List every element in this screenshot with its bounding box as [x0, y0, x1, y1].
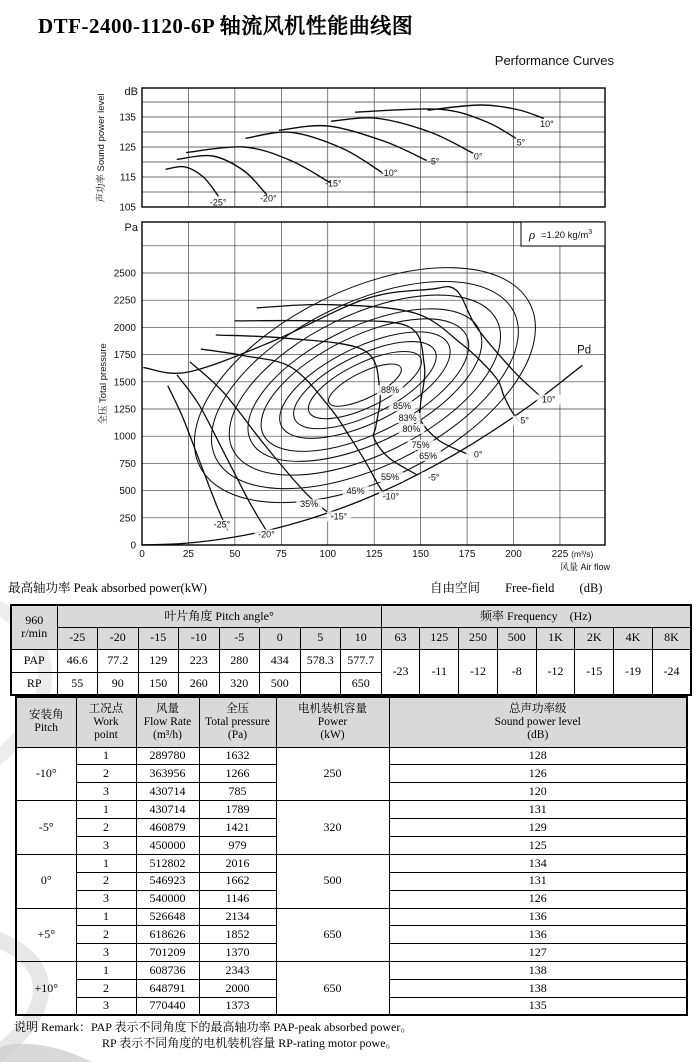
pitch-angle-value: -5	[219, 627, 260, 649]
pressure-ytick: 2500	[113, 268, 136, 280]
flow-xtick: 100	[319, 549, 337, 560]
flow-rate-cell: 512802	[136, 854, 199, 872]
efficiency-contours	[158, 219, 572, 551]
frequency-band: 250	[459, 627, 498, 649]
flow-rate-cell: 526648	[136, 908, 199, 926]
flow-xtick: 225	[551, 549, 569, 560]
sound-y-unit: dB	[124, 86, 138, 98]
table-row	[11, 649, 691, 672]
flow-rate-col-header: 风量 Flow Rate (m³/h)	[136, 697, 199, 747]
sound-ytick: 135	[119, 112, 136, 124]
pitch-angle-header: 叶片角度 Pitch angle°	[57, 605, 381, 627]
pressure-curve-label: -25°	[213, 519, 231, 530]
sound-curves	[166, 105, 543, 196]
sound-power-cell: 135	[389, 997, 687, 1015]
flow-xtick: 0	[139, 549, 145, 560]
pressure-curve-label: -15°	[330, 511, 348, 522]
work-point-cell: 1	[76, 854, 136, 872]
flow-xtick: 75	[275, 549, 287, 560]
rp-value: 650	[341, 672, 382, 695]
table-row	[16, 962, 687, 980]
subtitle-performance-curves: Performance Curves	[494, 53, 614, 68]
sound-curve--5°	[280, 126, 427, 161]
remark-line-2: RP 表示不同角度的电机装机容量 RP-rating motor powe。	[102, 1035, 398, 1050]
free-field-caption	[430, 578, 624, 596]
sound-ytick: 115	[120, 172, 136, 184]
pressure-curve-label: 0°	[473, 449, 483, 460]
work-point-cell: 3	[76, 997, 136, 1015]
rp-value: 90	[98, 672, 139, 695]
pressure-curve--20°	[177, 375, 266, 531]
pressure-ytick: 500	[119, 486, 136, 498]
frequency-band: 500	[497, 627, 536, 649]
pressure-ytick: 1750	[113, 350, 136, 362]
flow-xtick: 25	[182, 549, 195, 560]
work-point-cell: 3	[76, 783, 136, 801]
work-point-cell: 2	[76, 819, 136, 837]
frequency-band: 1K	[536, 627, 575, 649]
sound-curve-label: 5°	[516, 137, 526, 148]
frequency-header: 频率 Frequency (Hz)	[381, 605, 691, 627]
pitch-angle-value: 5	[300, 627, 341, 649]
rp-row-label: RP	[11, 672, 57, 695]
efficiency-label-35%: 35%	[300, 499, 319, 510]
efficiency-contour-75%	[242, 292, 488, 479]
sound-chart-grid	[142, 88, 605, 207]
sound-power-cell: 128	[389, 747, 687, 765]
frequency-band: 125	[420, 627, 459, 649]
sound-curve--25°	[166, 166, 218, 195]
work-point-cell: 1	[76, 801, 136, 819]
pap-value: 577.7	[341, 649, 382, 672]
table-row	[16, 801, 687, 819]
pd-label: Pd	[577, 344, 592, 357]
remark-block	[14, 1020, 412, 1051]
work-point-cell: 1	[76, 747, 136, 765]
total-pressure-cell: 785	[199, 783, 276, 801]
flow-xtick: 200	[505, 549, 522, 560]
rp-value: 150	[138, 672, 179, 695]
pitch-angle-value: -10	[179, 627, 220, 649]
sound-power-cell: 127	[389, 944, 687, 962]
flow-rate-cell: 701209	[136, 944, 199, 962]
sound-curve-label: -5°	[427, 156, 440, 167]
efficiency-contour-35%	[158, 219, 572, 551]
efficiency-label-45%: 45%	[346, 486, 365, 497]
free-field-correction-value: -8	[497, 649, 536, 695]
total-pressure-cell: 1662	[199, 872, 276, 890]
work-point-cell: 1	[76, 908, 136, 926]
efficiency-label-65%: 65%	[419, 451, 438, 462]
pitch-angle-value: 10	[341, 627, 382, 649]
free-field-correction-value: -15	[575, 649, 614, 695]
pitch-angle-value: -25	[57, 627, 98, 649]
pap-value: 46.6	[57, 649, 98, 672]
total-pressure-cell: 1789	[199, 801, 276, 819]
free-field-correction-value: -24	[652, 649, 691, 695]
sound-power-cell: 125	[389, 836, 687, 854]
table-row	[11, 627, 691, 649]
free-field-correction-value: -23	[381, 649, 420, 695]
sound-power-cell: 120	[389, 783, 687, 801]
flow-xtick: 150	[412, 549, 429, 560]
motor-power-cell: 650	[276, 908, 389, 962]
flow-xtick: 50	[229, 549, 241, 560]
motor-power-cell: 500	[276, 854, 389, 908]
sound-power-cell: 138	[389, 980, 687, 998]
sound-power-cell: 126	[389, 890, 687, 908]
free-field-correction-value: -12	[459, 649, 498, 695]
free-field-correction-value: -11	[420, 649, 459, 695]
pressure-curve-label: 10°	[542, 394, 556, 405]
rp-value: 55	[57, 672, 98, 695]
pap-value: 77.2	[98, 649, 139, 672]
frequency-band: 4K	[614, 627, 653, 649]
total-pressure-cell: 1266	[199, 765, 276, 783]
peak-power-caption-en: Peak absorbed power(kW)	[73, 581, 207, 595]
sound-power-cell: 129	[389, 819, 687, 837]
rp-value: 320	[219, 672, 260, 695]
pitch-angle-value: -15	[138, 627, 179, 649]
sound-power-cell: 131	[389, 872, 687, 890]
sound-curve-label: -10°	[380, 167, 398, 178]
sound-power-cell: 136	[389, 926, 687, 944]
sound-power-cell: 138	[389, 962, 687, 980]
pressure-ytick: 250	[119, 513, 136, 525]
rp-value: 500	[260, 672, 301, 695]
total-pressure-cell: 1370	[199, 944, 276, 962]
pressure-ytick: 2000	[113, 322, 136, 334]
pressure-chart-border	[142, 222, 605, 545]
sound-curve--10°	[246, 132, 382, 172]
pressure-y-unit: Pa	[124, 222, 138, 234]
total-pressure-cell: 1852	[199, 926, 276, 944]
flow-rate-cell: 430714	[136, 783, 199, 801]
sound-ylabel: 声功率 Sound power level	[96, 93, 107, 203]
work-point-cell: 3	[76, 944, 136, 962]
efficiency-label-83%: 83%	[398, 412, 417, 423]
sound-power-cell: 126	[389, 765, 687, 783]
sound-curve-10°	[428, 105, 543, 118]
total-pressure-cell: 979	[199, 836, 276, 854]
sound-curve-label: -15°	[325, 178, 342, 189]
work-point-cell: 1	[76, 962, 136, 980]
total-pressure-cell: 2343	[199, 962, 276, 980]
pap-value: 129	[138, 649, 179, 672]
rpm-cell: 960 r/min	[11, 605, 57, 649]
flow-rate-cell: 618626	[136, 926, 199, 944]
peak-power-frequency-table	[10, 604, 692, 696]
pap-value: 434	[260, 649, 301, 672]
motor-power-cell: 650	[276, 962, 389, 1016]
motor-power-cell: 250	[276, 747, 389, 801]
pressure-ytick: 1250	[113, 404, 136, 416]
total-pressure-cell: 2016	[199, 854, 276, 872]
work-point-cell: 3	[76, 890, 136, 908]
total-pressure-cell: 2000	[199, 980, 276, 998]
pressure-curve-label: -5°	[427, 472, 440, 483]
efficiency-label-75%: 75%	[411, 439, 430, 450]
frequency-band: 2K	[575, 627, 614, 649]
motor-power-cell: 320	[276, 801, 389, 855]
pitch-angle-cell: -10°	[16, 747, 76, 801]
rp-value: 260	[179, 672, 220, 695]
frequency-band: 63	[381, 627, 420, 649]
sound-power-cell: 136	[389, 908, 687, 926]
sound-chart-border	[142, 88, 605, 207]
efficiency-label-85%: 85%	[393, 401, 412, 412]
sound-curve--20°	[177, 156, 266, 195]
pitch-angle-value: -20	[98, 627, 139, 649]
free-field-caption-en: Free-field	[505, 581, 555, 595]
pressure-ytick: 2250	[113, 295, 136, 307]
power-col-header: 电机装机容量 Power (kW)	[276, 697, 389, 747]
work-point-cell: 2	[76, 926, 136, 944]
pitch-col-header: 安装角 Pitch	[16, 697, 76, 747]
flow-axis-label: 风量 Air flow	[559, 562, 610, 572]
peak-power-caption-cn: 最高轴功率	[8, 581, 71, 595]
pitch-angle-cell: +10°	[16, 962, 76, 1016]
pitch-angle-cell: +5°	[16, 908, 76, 962]
pap-row-label: PAP	[11, 649, 57, 672]
table-row	[16, 697, 687, 747]
work-point-col-header: 工况点 Work point	[76, 697, 136, 747]
sound-ytick: 125	[119, 142, 136, 154]
pap-value: 280	[219, 649, 260, 672]
remark-label: 说明 Remark：	[14, 1020, 91, 1034]
total-pressure-col-header: 全压 Total pressure (Pa)	[199, 697, 276, 747]
sound-ytick: 105	[119, 202, 136, 214]
flow-rate-cell: 363956	[136, 765, 199, 783]
rp-value	[300, 672, 341, 695]
free-field-caption-unit: (dB)	[579, 581, 603, 595]
sound-curve-0°	[332, 118, 473, 153]
pap-value: 578.3	[300, 649, 341, 672]
frequency-band: 8K	[652, 627, 691, 649]
sound-curve-label: 10°	[540, 119, 554, 130]
flow-rate-cell: 608736	[136, 962, 199, 980]
flow-unit: (m³/s)	[571, 549, 594, 559]
efficiency-label-55%: 55%	[380, 472, 399, 483]
sound-power-cell: 131	[389, 801, 687, 819]
rho-symbol: ρ	[529, 227, 536, 242]
pressure-curve-label: -10°	[382, 491, 400, 502]
flow-rate-cell: 546923	[136, 872, 199, 890]
work-points-table	[15, 696, 688, 1016]
free-field-correction-value: -12	[536, 649, 575, 695]
pitch-angle-cell: -5°	[16, 801, 76, 855]
total-pressure-cell: 1146	[199, 890, 276, 908]
work-point-cell: 3	[76, 836, 136, 854]
total-pressure-cell: 1421	[199, 819, 276, 837]
sound-power-cell: 134	[389, 854, 687, 872]
table-row	[16, 854, 687, 872]
work-point-cell: 2	[76, 980, 136, 998]
flow-rate-cell: 460879	[136, 819, 199, 837]
remark-line-1	[14, 1020, 412, 1036]
pressure-ytick: 1500	[113, 377, 136, 389]
pressure-ytick: 1000	[113, 431, 136, 443]
work-point-cell: 2	[76, 872, 136, 890]
flow-rate-cell: 450000	[136, 836, 199, 854]
pitch-angle-value: 0	[260, 627, 301, 649]
flow-rate-cell: 770440	[136, 997, 199, 1015]
efficiency-label-88%: 88%	[380, 385, 399, 396]
table-row	[16, 747, 687, 765]
pressure-ylabel: 全压 Total pressure	[98, 343, 109, 425]
flow-rate-cell: 289780	[136, 747, 199, 765]
free-field-caption-cn: 自由空间	[430, 581, 481, 595]
free-field-correction-value: -19	[614, 649, 653, 695]
page-title: DTF-2400-1120-6P 轴流风机性能曲线图	[38, 14, 414, 38]
sound-curve-label: -20°	[260, 193, 277, 204]
flow-rate-cell: 430714	[136, 801, 199, 819]
pressure-ytick: 0	[130, 540, 136, 552]
work-point-cell: 2	[76, 765, 136, 783]
pap-value: 223	[179, 649, 220, 672]
pressure-curve-0°	[235, 321, 469, 455]
flow-rate-cell: 648791	[136, 980, 199, 998]
remark-text-1: PAP 表示不同角度下的最高轴功率 PAP-peak absorbed power。	[91, 1020, 413, 1034]
flow-xtick: 125	[365, 549, 383, 560]
pressure-curve--25°	[168, 386, 227, 530]
total-pressure-cell: 1373	[199, 997, 276, 1015]
table-row	[11, 605, 691, 627]
total-pressure-cell: 2134	[199, 908, 276, 926]
pressure-curve-label: 5°	[520, 415, 529, 426]
efficiency-label-80%: 80%	[402, 423, 421, 434]
flow-xtick: 175	[458, 549, 476, 560]
total-pressure-cell: 1632	[199, 747, 276, 765]
table-row	[16, 908, 687, 926]
pressure-curve-label: -20°	[258, 529, 275, 540]
sound-curve-label: -25°	[209, 197, 227, 208]
flow-rate-cell: 540000	[136, 890, 199, 908]
sound-curve-label: 0°	[473, 151, 483, 162]
air-density-value: =1.20 $kg/m^3$	[541, 229, 593, 241]
pressure-ytick: 750	[119, 458, 136, 470]
peak-absorbed-power-caption	[8, 578, 207, 596]
pressure-chart-grid	[142, 222, 605, 545]
sound-power-col-header: 总声功率级 Sound power level (dB)	[389, 697, 687, 747]
pitch-angle-cell: 0°	[16, 854, 76, 908]
